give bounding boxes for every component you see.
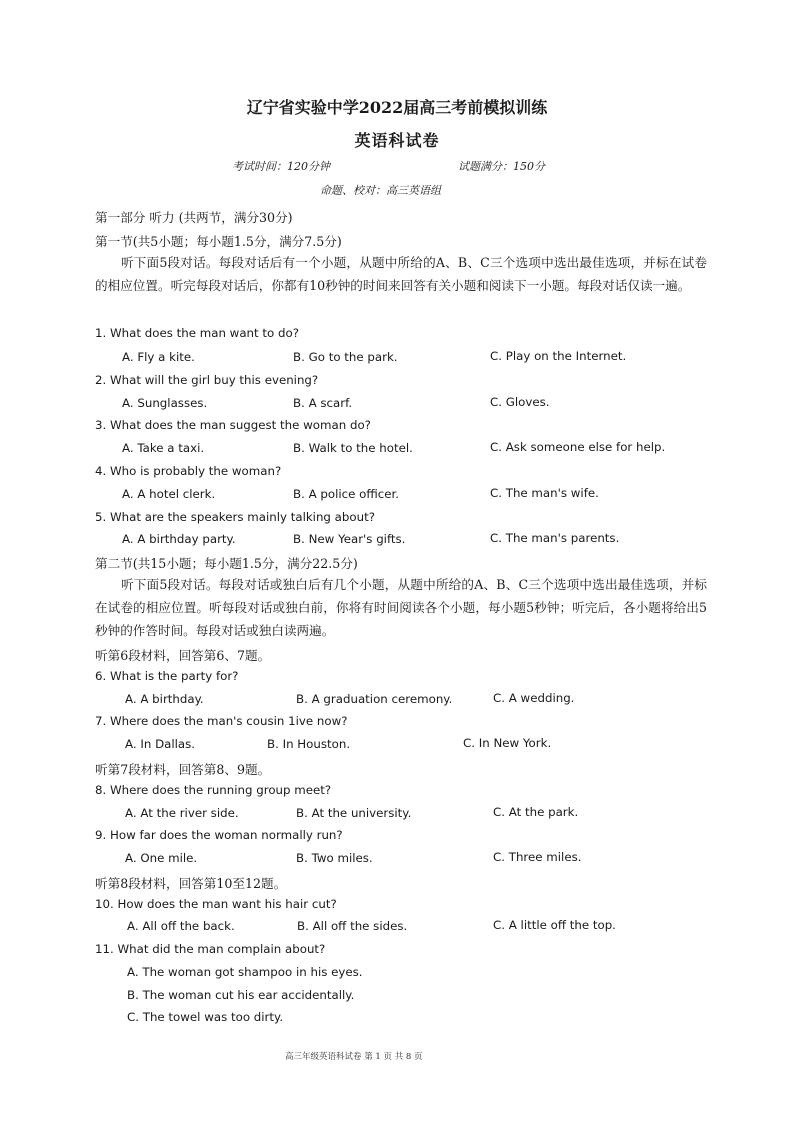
question-9-stem: 9. How far does the woman normally run? [95,828,343,842]
question-2-option-c[interactable]: C. Gloves. [490,395,550,409]
section1-instructions: 听下面5段对话。每段对话后有一个小题，从题中所给的A、B、C三个选项中选出最佳选项，并标在试卷的相应位置。听完每段对话后，你都有10秒钟的时间来回答有关小题和阅读下一小题。每段对话仅读一遍。 [95,255,707,293]
question-7-stem: 7. Where does the man's cousin 1ive now? [95,714,348,728]
material-8-instruction: 听第8段材料，回答第10至12题。 [95,876,287,891]
question-8-option-c[interactable]: C. At the park. [493,805,579,819]
full-score: 试题满分：150分 [458,160,545,173]
question-7-option-a[interactable]: A. In Dallas. [125,737,196,751]
question-3-stem: 3. What does the man suggest the woman do? [95,418,371,432]
exam-subtitle: 英语科试卷 [354,131,440,150]
question-9-option-a[interactable]: A. One mile. [125,851,198,865]
exam-authors: 命题、校对：高三英语组 [320,184,441,197]
question-2-option-a[interactable]: A. Sunglasses. [122,396,208,410]
question-10-option-b[interactable]: B. All off the sides. [297,919,408,933]
question-2-option-b[interactable]: B. A scarf. [293,396,353,410]
question-5-option-b[interactable]: B. New Year's gifts. [293,532,406,546]
material-7-instruction: 听第7段材料，回答第8、9题。 [95,762,271,777]
question-7-option-c[interactable]: C. In New York. [463,736,552,750]
question-1-option-c[interactable]: C. Play on the Internet. [490,349,627,363]
question-6-option-b[interactable]: B. A graduation ceremony. [296,692,453,706]
question-4-option-c[interactable]: C. The man's wife. [490,486,599,500]
question-6-option-a[interactable]: A. A birthday. [125,692,204,706]
question-11-stem: 11. What did the man complain about? [95,942,326,956]
question-10-option-c[interactable]: C. A little off the top. [493,918,616,932]
section2-instructions: 听下面5段对话。每段对话或独白后有几个小题，从题中所给的A、B、C三个选项中选出最佳选项，并标在试卷的相应位置。听每段对话或独白前，你将有时间阅读各个小题，每小题5秒钟；听完后，各小题将给出5秒钟的作答时间。每段对话或独白读两遍。 [95,577,707,638]
question-8-option-b[interactable]: B. At the university. [296,806,412,820]
question-6-stem: 6. What is the party for? [95,669,239,683]
question-9-option-b[interactable]: B. Two miles. [296,851,373,865]
question-6-option-c[interactable]: C. A wedding. [493,691,575,705]
question-3-option-b[interactable]: B. Walk to the hotel. [293,441,413,455]
section1-heading: 第一节(共5小题；每小题1.5分，满分7.5分) [95,234,342,249]
question-3-option-c[interactable]: C. Ask someone else for help. [490,440,666,454]
page-footer: 高三年级英语科试卷 第 1 页 共 8 页 [285,1052,423,1062]
question-4-option-b[interactable]: B. A police officer. [293,487,400,501]
question-4-stem: 4. Who is probably the woman? [95,464,282,478]
section2-heading: 第二节(共15小题；每小题1.5分，满分22.5分) [95,556,358,571]
question-5-option-a[interactable]: A. A birthday party. [122,532,236,546]
question-7-option-b[interactable]: B. In Houston. [267,737,351,751]
question-5-option-c[interactable]: C. The man's parents. [490,531,620,545]
question-1-stem: 1. What does the man want to do? [95,326,299,340]
question-11-option-a[interactable]: A. The woman got shampoo in his eyes. [127,965,363,979]
question-4-option-a[interactable]: A. A hotel clerk. [122,487,216,501]
part1-heading: 第一部分 听力 (共两节，满分30分) [95,210,293,225]
question-10-stem: 10. How does the man want his hair cut? [95,897,337,911]
question-11-option-b[interactable]: B. The woman cut his ear accidentally. [127,988,355,1002]
question-8-stem: 8. Where does the running group meet? [95,783,332,797]
exam-time: 考试时间：120分钟 [232,160,330,173]
question-8-option-a[interactable]: A. At the river side. [125,806,239,820]
question-9-option-c[interactable]: C. Three miles. [493,850,582,864]
question-1-option-a[interactable]: A. Fly a kite. [122,350,195,364]
question-1-option-b[interactable]: B. Go to the park. [293,350,398,364]
question-10-option-a[interactable]: A. All off the back. [127,919,235,933]
exam-title: 辽宁省实验中学2022届高三考前模拟训练 [246,98,548,117]
question-3-option-a[interactable]: A. Take a taxi. [122,441,205,455]
question-11-option-c[interactable]: C. The towel was too dirty. [127,1010,284,1024]
question-5-stem: 5. What are the speakers mainly talking about? [95,510,375,524]
material-6-instruction: 听第6段材料，回答第6、7题。 [95,648,271,663]
question-2-stem: 2. What will the girl buy this evening? [95,373,319,387]
